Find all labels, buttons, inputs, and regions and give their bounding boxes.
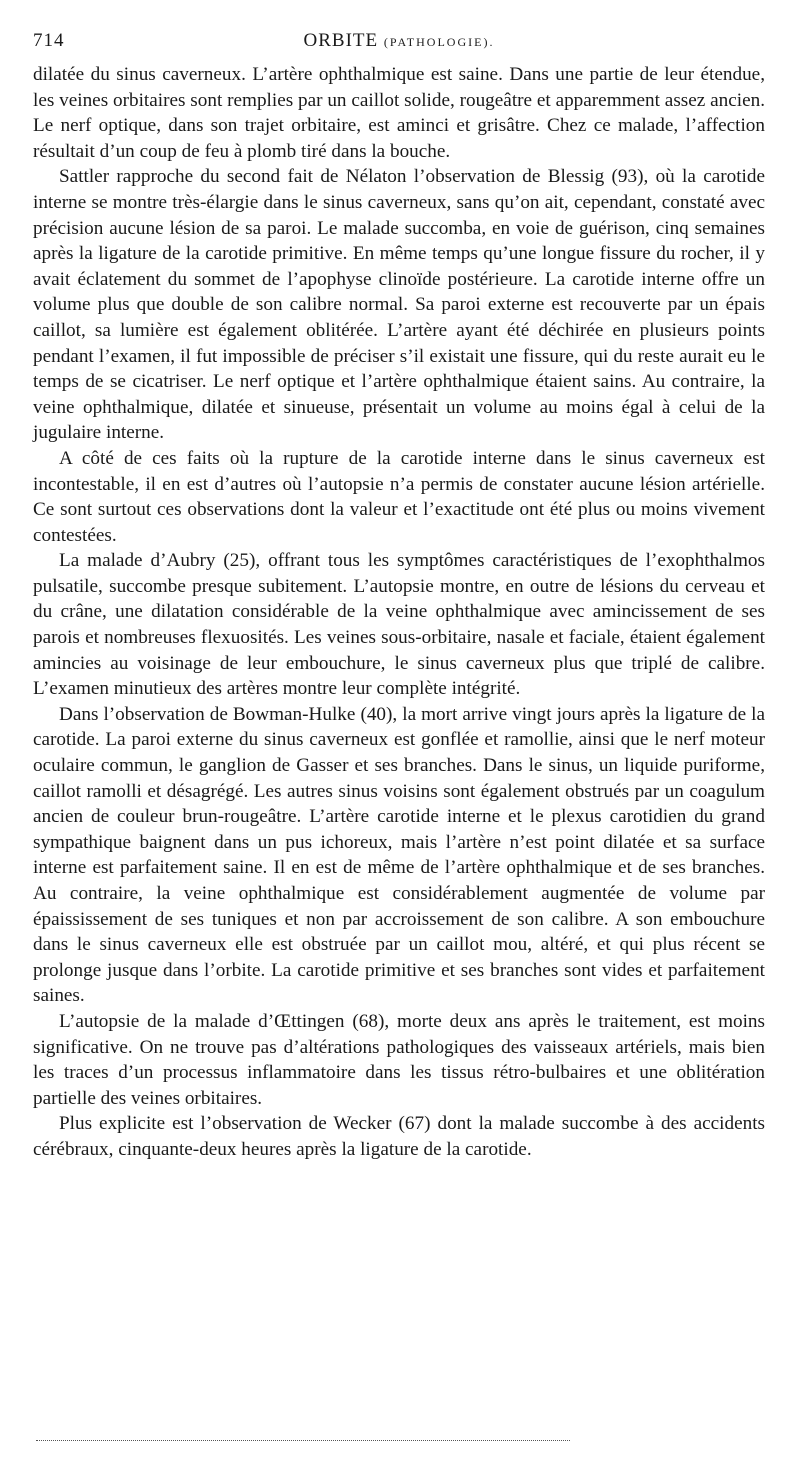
paragraph: dilatée du sinus caverneux. L’artère ophthalmique est saine. Dans une partie de leur étendue, les veines orbitaires sont remplies par un caillot solide, rougeâtre et apparemment assez ancien. Le nerf optique, dans son trajet orbitaire, est aminci et grisâtre. Chez ce malade, l’affection résultait d’un coup de feu à plomb tiré dans la bouche.: [33, 64, 765, 162]
page-number: 714: [33, 30, 65, 51]
footer-rule: [36, 1440, 570, 1441]
page: [33, 26, 765, 1163]
paragraph: Sattler rapproche du second fait de Nélaton l’observation de Blessig (93), où la carotide interne se montre très-élargie dans le sinus caverneux, sans qu’on ait, cependant, constaté avec précision aucune lésion de sa paroi. Le malade succomba, en voie de guérison, cinq semaines après la ligature de la carotide primitive. En même temps qu’une longue fissure du rocher, il y avait éclatement du sommet de l’apophyse clinoïde postérieure. La carotide interne offre un volume plus que double de son calibre normal. Sa paroi externe est recouverte par un épais caillot, sa lumière est également oblitérée. L’artère ayant été déchirée en plusieurs points pendant l’examen, il fut impossible de préciser s’il existait une fissure, qui du reste aurait eu le temps de se cicatriser. Le nerf optique et l’artère ophthalmique étaient sains. Au contraire, la veine ophthalmique, dilatée et sinueuse, présentait un volume au moins égal à celui de la jugulaire interne.: [33, 166, 765, 444]
paragraph: La malade d’Aubry (25), offrant tous les symptômes caractéristiques de l’exophthalmos pulsatile, succombe presque subitement. L’autopsie montre, en outre de lésions du cerveau et du crâne, une dilatation considérable de la veine ophthalmique avec amincissement de ses parois et nombreuses flexuosités. Les veines sous-orbitaire, nasale et faciale, étaient également amincies au voisinage de leur embouchure, le sinus caverneux plus que triplé de calibre. L’examen minutieux des artères montre leur complète intégrité.: [33, 550, 765, 700]
paragraph: Dans l’observation de Bowman-Hulke (40), la mort arrive vingt jours après la ligature de la carotide. La paroi externe du sinus caverneux est gonflée et ramollie, ainsi que le nerf moteur oculaire commun, le ganglion de Gasser et ses branches. Dans le sinus, un liquide puriforme, caillot ramolli et désagrégé. Les autres sinus voisins sont également obstrués par un coagulum ancien de couleur brun-rougeâtre. L’artère carotide interne et le plexus carotidien du grand sympathique baignent dans un pus ichoreux, mais l’artère n’est point dilatée et sa surface interne est parfaitement saine. Il en est de même de l’artère ophthalmique et de ses branches. Au contraire, la veine ophthalmique est considérablement augmentée de volume par épaississement de ses tuniques et non par accroissement de son calibre. A son embouchure dans le sinus caverneux elle est obstruée par un caillot mou, altéré, et qui plus récent se prolonge jusque dans l’orbite. La carotide primitive et ses branches sont vides et parfaitement saines.: [33, 703, 765, 1007]
running-title-main: ORBITE: [303, 30, 379, 51]
paragraph: Plus explicite est l’observation de Wecker (67) dont la malade succombe à des accidents cérébraux, cinquante-deux heures après la ligature de la carotide.: [33, 1113, 765, 1160]
running-title-sub: (PATHOLOGIE).: [383, 35, 495, 49]
running-head: [33, 26, 765, 62]
paragraph: A côté de ces faits où la rupture de la carotide interne dans le sinus caverneux est incontestable, il en est d’autres où l’autopsie n’a permis de constater aucune lésion artérielle. Ce sont surtout ces observations dont la valeur et l’exactitude ont été plus ou moins vivement contestées.: [33, 447, 765, 546]
paragraph: L’autopsie de la malade d’Œttingen (68), morte deux ans après le traitement, est moins significative. On ne trouve pas d’altérations pathologiques des vaisseaux artériels, mais bien les traces d’un processus inflammatoire dans les tissus rétro-bulbaires et une oblitération partielle des veines orbitaires.: [33, 1010, 765, 1109]
running-title: [33, 30, 765, 52]
